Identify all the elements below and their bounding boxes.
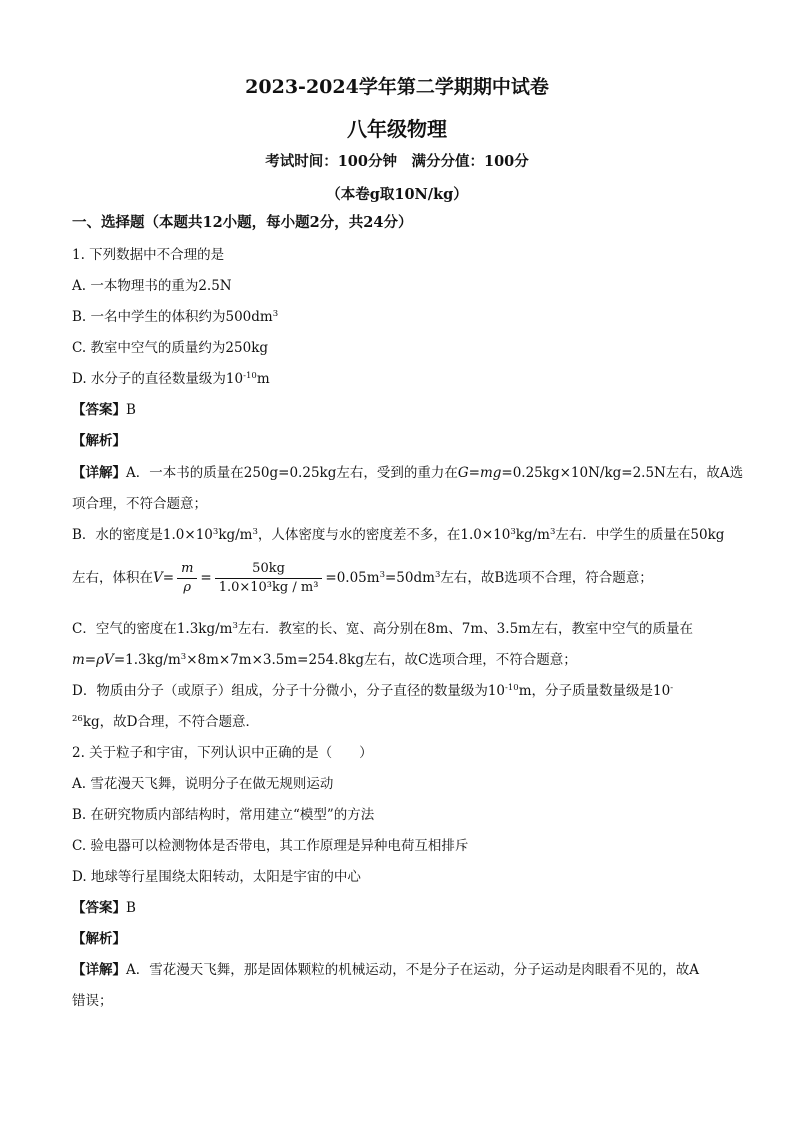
text: ×8m×7m×3.5m=254.8kg左右，故C选项合理，不符合题意； xyxy=(186,652,577,668)
q1-option-a: A. 一本物理书的重为2.5N xyxy=(72,278,232,294)
text: 左右．中学生的质量在50kg xyxy=(555,527,725,543)
superscript: 3 xyxy=(180,652,187,662)
numerator: 50kg xyxy=(215,560,323,579)
q1-detail-d-line1 xyxy=(72,681,732,701)
text: A．一本书的质量在250g=0.25kg左右，受到的重力在 xyxy=(126,465,458,481)
detail-tag: 【详解】 xyxy=(72,465,126,481)
q2-analysis-tag: 【解析】 xyxy=(72,931,126,947)
exam-title: 2023-2024学年第二学期期中试卷 xyxy=(245,76,549,98)
text: D．物质由分子（或原子）组成，分子十分微小，分子直径的数量级为10 xyxy=(72,683,506,699)
denominator: 1.0×10³kg / m³ xyxy=(218,580,319,595)
numerator: m xyxy=(177,560,197,579)
q1-detail-b-line2 xyxy=(72,558,732,598)
text: kg，故D合理，不符合题意． xyxy=(82,714,259,730)
q1-detail-b-line1 xyxy=(72,525,732,545)
q1-detail-c-line2 xyxy=(72,650,732,670)
q2-answer xyxy=(72,898,732,918)
superscript: 3 xyxy=(510,527,516,537)
superscript: 3 xyxy=(272,309,279,319)
text: kg/m xyxy=(515,527,550,543)
superscript: 3 xyxy=(232,621,238,631)
text: m xyxy=(256,371,270,387)
superscript: -10 xyxy=(505,683,519,693)
superscript: 3 xyxy=(434,570,441,580)
formula: m=ρV xyxy=(72,652,114,668)
exam-info: 考试时间：100分钟 满分分值：100分 xyxy=(265,153,529,170)
subject-title: 八年级物理 xyxy=(347,117,447,141)
text: =0.05m xyxy=(325,570,380,586)
q1-detail-d-line2 xyxy=(72,712,732,732)
superscript: 3 xyxy=(379,570,385,580)
q2-stem: 2. 关于粒子和宇宙，下列认识中正确的是（ ） xyxy=(72,745,373,761)
formula: G=mg xyxy=(457,465,502,481)
q1-option-c: C. 教室中空气的质量约为250kg xyxy=(72,340,269,356)
q2-option-a: A. 雪花漫天飞舞，说明分子在做无规则运动 xyxy=(72,776,334,792)
superscript: 3 xyxy=(212,527,219,537)
answer-tag: 【答案】 xyxy=(72,900,126,916)
text: 左右，故B选项不合理，符合题意； xyxy=(440,570,653,586)
text: 左右．教室的长、宽、高分别在8m、7m、3.5m左右，教室中空气的质量在 xyxy=(237,621,693,637)
answer-tag: 【答案】 xyxy=(72,402,126,418)
superscript: 3 xyxy=(549,527,556,537)
text: A．雪花漫天飞舞，那是固体颗粒的机械运动，不是分子在运动，分子运动是肉眼看不见的，故A xyxy=(126,962,699,978)
denominator: ρ xyxy=(183,580,192,595)
equals-sign: = xyxy=(200,570,212,586)
q1-answer xyxy=(72,400,732,420)
section-heading: 一、选择题（本题共12小题，每小题2分，共24分） xyxy=(72,214,413,231)
text: =1.3kg/m xyxy=(113,652,181,668)
q2-detail-a-line1 xyxy=(72,960,732,980)
text: C．空气的密度在1.3kg/m xyxy=(72,621,233,637)
answer-value: B xyxy=(126,402,136,418)
text: ，人体密度与水的密度差不多，在1.0×10 xyxy=(257,527,511,543)
text: 左右，体积在 xyxy=(72,570,153,586)
q2-option-c: C. 验电器可以检测物体是否带电，其工作原理是异种电荷互相排斥 xyxy=(72,838,469,854)
q2-detail-a-line2: 错误； xyxy=(72,993,113,1009)
formula: V= xyxy=(153,570,175,586)
q1-detail-c-line1 xyxy=(72,619,732,639)
superscript: -10 xyxy=(243,371,257,381)
q1-option-b xyxy=(72,307,732,327)
q2-option-d: D. 地球等行星围绕太阳转动，太阳是宇宙的中心 xyxy=(72,869,361,885)
text: D. 水分子的直径数量级为10 xyxy=(72,371,244,387)
exam-note: （本卷g取10N/kg） xyxy=(326,186,468,203)
text: B. 一名中学生的体积约为500dm xyxy=(72,309,273,325)
superscript: 3 xyxy=(252,527,258,537)
superscript: 26 xyxy=(72,714,83,724)
text: =50dm xyxy=(385,570,435,586)
q1-option-d xyxy=(72,369,732,389)
q1-detail-a-line2: 项合理，不符合题意； xyxy=(72,496,207,512)
fraction-mass-over-density xyxy=(215,560,323,597)
q2-option-b: B. 在研究物质内部结构时，常用建立“模型”的方法 xyxy=(72,807,375,823)
q1-analysis-tag: 【解析】 xyxy=(72,433,126,449)
superscript: - xyxy=(670,683,674,693)
q1-stem: 1. 下列数据中不合理的是 xyxy=(72,247,225,263)
answer-value: B xyxy=(126,900,136,916)
detail-tag: 【详解】 xyxy=(72,962,126,978)
q1-detail-a-line1 xyxy=(72,463,744,483)
fraction-m-over-rho xyxy=(177,560,197,597)
text: m，分子质量数量级是10 xyxy=(518,683,671,699)
text: B．水的密度是1.0×10 xyxy=(72,527,213,543)
text: =0.25kg×10N/kg=2.5N左右，故A选 xyxy=(501,465,744,481)
text: kg/m xyxy=(218,527,253,543)
